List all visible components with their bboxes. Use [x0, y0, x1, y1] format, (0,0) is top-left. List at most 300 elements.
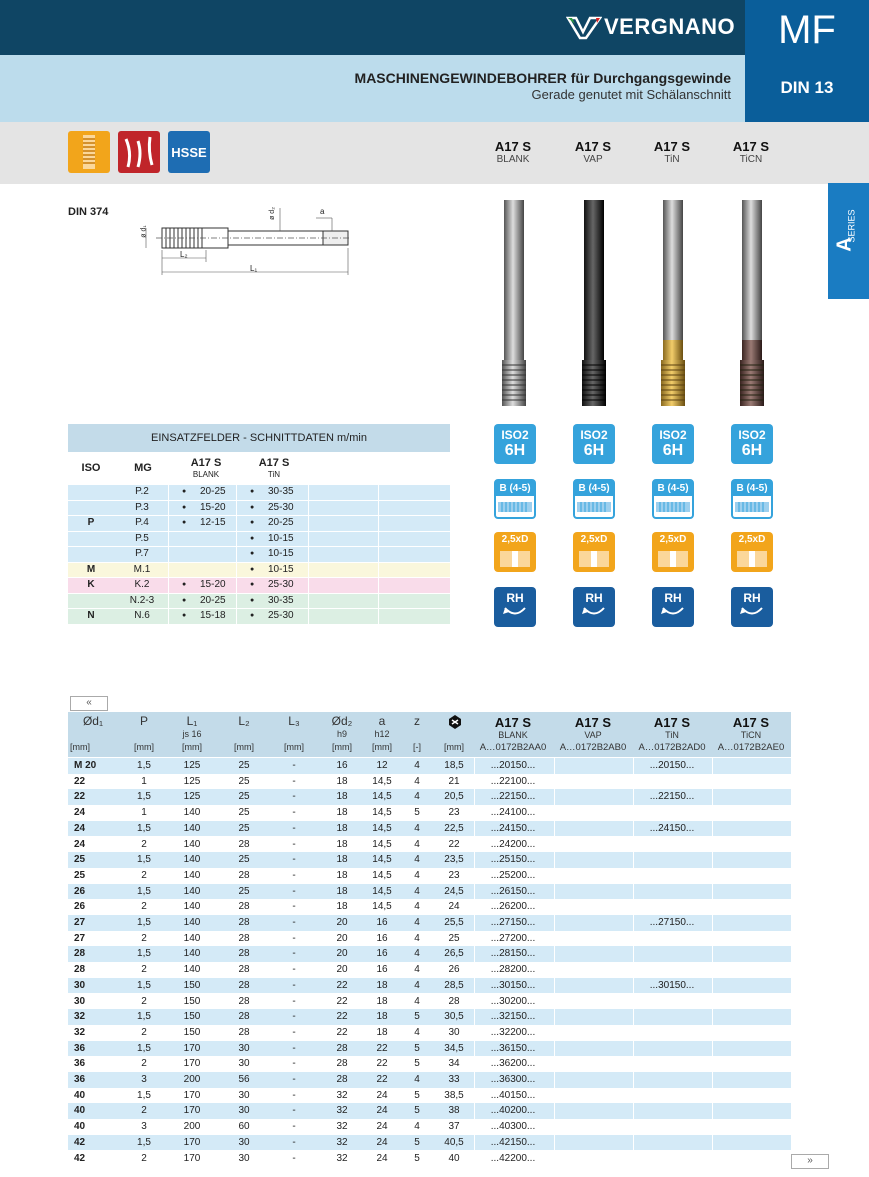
table-cell: 24: [448, 901, 460, 913]
cell-divider: [633, 1072, 634, 1088]
table-row: [68, 1056, 791, 1072]
table-cell: -: [292, 964, 296, 976]
availability-dot: ●: [182, 519, 187, 526]
cutting-speed: 15-18: [200, 610, 226, 621]
column-head-ticn: A17 S TiCN: [732, 139, 770, 165]
cell-divider: [712, 899, 713, 915]
table-cell: 4: [414, 791, 420, 803]
cell-divider: [474, 978, 475, 994]
table-cell: 2: [141, 901, 147, 913]
table-cell: -: [292, 775, 296, 787]
cell-divider: [554, 946, 555, 962]
cell-divider: [474, 805, 475, 821]
cell-divider: [474, 1025, 475, 1041]
table-cell: 1,5: [137, 979, 151, 991]
article-number-cell[interactable]: ...22150...: [649, 791, 695, 803]
table-row: [68, 1009, 791, 1025]
table-row: [68, 837, 791, 853]
article-number-cell[interactable]: ...24100...: [490, 807, 536, 819]
article-number-cell[interactable]: ...30200...: [490, 995, 536, 1007]
table-cell: -: [292, 822, 296, 834]
table-cell: 26: [74, 885, 86, 897]
article-number-cell[interactable]: ...20150...: [649, 760, 695, 771]
table-cell: 30: [74, 979, 86, 991]
article-number-cell[interactable]: ...26150...: [490, 885, 536, 897]
table-cell: 1,5: [137, 854, 151, 866]
cell-divider: [474, 899, 475, 915]
article-number-cell[interactable]: ...27150...: [649, 917, 695, 928]
dim-l1: L₁: [250, 264, 258, 273]
col-vap-sub: VAP: [584, 730, 602, 740]
article-number-cell[interactable]: ...42200...: [490, 1152, 536, 1164]
article-number-cell[interactable]: ...32200...: [490, 1026, 536, 1038]
cell-divider: [474, 994, 475, 1010]
cell-divider: [168, 532, 169, 547]
table-cell: 37: [448, 1121, 460, 1133]
article-number-cell[interactable]: ...28150...: [490, 948, 536, 960]
table-cell: 18: [336, 901, 348, 913]
table-cell: 26: [74, 901, 86, 913]
table-cell: 22: [336, 1026, 348, 1038]
table-row: [68, 962, 791, 978]
thread-chamfer-icon: [498, 498, 532, 516]
cell-divider: [712, 1056, 713, 1072]
cutting-data-header: [68, 452, 450, 484]
header-blank-sub: BLANK: [192, 470, 220, 479]
table-row: [68, 994, 791, 1010]
col-ticn-sub: TiCN: [740, 730, 762, 740]
table-cell: 18: [336, 854, 348, 866]
table-cell: 25: [238, 791, 250, 803]
cutting-speed: 30-35: [268, 486, 294, 497]
table-cell: -: [292, 1105, 296, 1117]
iso-group: K: [87, 579, 95, 590]
col-tin: A17 S: [653, 715, 691, 730]
article-number-cell[interactable]: ...24200...: [490, 838, 536, 850]
cell-divider: [554, 1056, 555, 1072]
depth-label: 2,5xD: [659, 534, 687, 545]
material-group: P.7: [135, 548, 149, 559]
cell-divider: [554, 1041, 555, 1057]
tap-image-tin: [658, 200, 688, 408]
cell-divider: [474, 1088, 475, 1104]
table-cell: 14,5: [372, 901, 392, 913]
table-cell: 16: [376, 932, 388, 944]
table-cell: 28: [238, 964, 250, 976]
table-cell: 32: [336, 1136, 348, 1148]
table-cell: 42: [74, 1136, 86, 1148]
unit-label: [-]: [413, 742, 421, 752]
cell-divider: [712, 1119, 713, 1135]
table-cell: 140: [183, 964, 201, 976]
cell-divider: [554, 837, 555, 853]
table-cell: 5: [414, 1136, 420, 1148]
cell-divider: [712, 852, 713, 868]
article-number-cell[interactable]: ...22150...: [490, 791, 536, 803]
article-number-cell[interactable]: ...40200...: [490, 1105, 536, 1117]
table-cell: 28: [336, 1074, 348, 1085]
table-cell: 28: [238, 917, 250, 928]
cutting-speed: 10-15: [268, 548, 294, 559]
table-row: [68, 821, 791, 837]
col-z: z: [414, 714, 420, 728]
table-cell: 200: [183, 1121, 201, 1133]
material-group: P.5: [135, 532, 149, 544]
cell-divider: [712, 837, 713, 853]
table-cell: -: [292, 760, 296, 771]
table-cell: 22: [74, 775, 86, 787]
cell-divider: [633, 1119, 634, 1135]
cutting-speed: 15-20: [200, 501, 226, 513]
table-cell: 170: [183, 1058, 201, 1070]
cutting-speed: 20-25: [200, 486, 226, 497]
article-number-cell[interactable]: ...36200...: [490, 1058, 536, 1070]
table-cell: 140: [183, 822, 201, 834]
availability-dot: ●: [182, 612, 187, 619]
table-cell: -: [292, 807, 296, 819]
cell-divider: [554, 1072, 555, 1088]
table-cell: 30: [74, 995, 86, 1007]
table-row: [68, 1041, 791, 1057]
cell-divider: [554, 994, 555, 1010]
tap-image-ticn: [737, 200, 767, 408]
article-number-cell[interactable]: ...36150...: [490, 1042, 536, 1054]
table-row: [68, 946, 791, 962]
table-cell: 42: [74, 1152, 86, 1164]
table-row: [68, 789, 791, 805]
table-row: [68, 774, 791, 790]
cell-divider: [712, 884, 713, 900]
table-cell: 40,5: [444, 1136, 464, 1148]
table-cell: 56: [238, 1074, 250, 1085]
table-cell: 1,5: [137, 1089, 151, 1101]
table-cell: 25: [238, 807, 250, 819]
hand-label: RH: [743, 591, 761, 605]
cell-divider: [378, 532, 379, 547]
table-cell: 14,5: [372, 807, 392, 819]
article-number-cell[interactable]: ...40300...: [490, 1121, 536, 1133]
table-cell: 16: [376, 917, 388, 928]
cell-divider: [168, 501, 169, 516]
table-cell: 4: [414, 995, 420, 1007]
cell-divider: [554, 821, 555, 837]
table-cell: 36: [74, 1042, 86, 1054]
cell-divider: [378, 485, 379, 500]
table-cell: 4: [414, 979, 420, 991]
table-cell: 32: [336, 1152, 348, 1164]
table-cell: 25: [448, 932, 460, 944]
header-mg: MG: [134, 462, 152, 474]
rotation-arrow-icon: [659, 605, 687, 619]
table-cell: 38,5: [444, 1089, 464, 1101]
depth-hole-icon: [500, 549, 530, 569]
col-l3: L₃: [288, 714, 300, 728]
table-cell: 18: [336, 869, 348, 881]
cell-divider: [554, 1009, 555, 1025]
table-cell: 18: [336, 807, 348, 819]
cell-divider: [474, 962, 475, 978]
table-cell: 38: [448, 1105, 460, 1117]
table-row: [68, 868, 791, 884]
chamfer-form-badge: [652, 479, 694, 519]
cell-divider: [474, 821, 475, 837]
rotation-arrow-icon: [738, 605, 766, 619]
page-subtitle: Gerade genutet mit Schälanschnitt: [531, 87, 731, 102]
cell-divider: [633, 931, 634, 947]
article-number-cell[interactable]: ...40150...: [490, 1089, 536, 1101]
article-number-cell[interactable]: ...25200...: [490, 869, 536, 881]
depth-label: 2,5xD: [501, 534, 529, 545]
article-number-cell[interactable]: ...36300...: [490, 1074, 536, 1085]
col-l1: L₁: [186, 714, 198, 728]
article-number-cell[interactable]: ...32150...: [490, 1011, 536, 1023]
product-code: MF: [778, 8, 836, 52]
cell-divider: [633, 1009, 634, 1025]
table-cell: 14,5: [372, 775, 392, 787]
next-page-button[interactable]: »: [791, 1154, 829, 1169]
table-cell: 22: [376, 1058, 388, 1070]
col-p: P: [139, 714, 148, 728]
cutting-data-row: [68, 515, 450, 531]
table-row: [68, 852, 791, 868]
cell-divider: [712, 1009, 713, 1025]
table-cell: 28: [238, 1011, 250, 1023]
table-cell: -: [292, 791, 296, 803]
table-row: [68, 1151, 791, 1167]
cell-divider: [712, 1025, 713, 1041]
cutting-speed: 30-35: [268, 594, 294, 606]
table-cell: 18: [376, 995, 388, 1007]
page-title: MASCHINENGEWINDEBOHRER für Durchgangsgewinde: [354, 70, 731, 86]
article-code-prefix: A…0172B2AD0: [638, 742, 706, 753]
cell-divider: [633, 994, 634, 1010]
table-cell: 36: [74, 1058, 86, 1070]
article-number-cell[interactable]: ...28200...: [490, 964, 536, 976]
product-code-box: [745, 0, 869, 122]
cell-divider: [633, 962, 634, 978]
cell-divider: [633, 978, 634, 994]
col-d2: Ød₂: [331, 714, 353, 728]
table-cell: -: [292, 838, 296, 850]
table-row: [68, 1103, 791, 1119]
cell-divider: [712, 1041, 713, 1057]
cell-divider: [554, 1088, 555, 1104]
table-cell: 1,5: [137, 948, 151, 960]
table-cell: 28: [74, 964, 86, 976]
availability-dot: ●: [250, 519, 255, 526]
table-cell: 30: [238, 1042, 250, 1054]
cell-divider: [633, 789, 634, 805]
table-cell: 170: [183, 1152, 201, 1164]
table-cell: -: [292, 1026, 296, 1038]
cell-divider: [236, 516, 237, 531]
availability-dot: ●: [250, 534, 255, 542]
table-cell: 125: [183, 775, 201, 787]
col-vap: A17 S: [574, 715, 612, 730]
table-cell: 2: [141, 869, 147, 881]
cutting-data-row: [68, 593, 450, 609]
table-cell: 140: [183, 917, 201, 928]
cell-divider: [308, 485, 309, 500]
table-cell: 1,5: [137, 1136, 151, 1148]
cell-divider: [474, 1151, 475, 1167]
table-cell: 32: [74, 1011, 86, 1023]
cell-divider: [378, 594, 379, 609]
cutting-data-row: [68, 562, 450, 578]
availability-dot: ●: [182, 581, 187, 588]
table-row: [68, 805, 791, 821]
table-cell: 40: [74, 1089, 86, 1101]
table-cell: 5: [414, 1105, 420, 1117]
table-cell: 170: [183, 1042, 201, 1054]
table-cell: 26,5: [444, 948, 464, 960]
cell-divider: [378, 501, 379, 516]
cell-divider: [633, 1088, 634, 1104]
table-cell: 27: [74, 932, 86, 944]
table-cell: 28: [238, 838, 250, 850]
cutting-data-table: [68, 424, 450, 624]
table-row: [68, 1088, 791, 1104]
cell-divider: [712, 805, 713, 821]
table-cell: 24: [376, 1089, 388, 1101]
cell-divider: [474, 1103, 475, 1119]
cell-divider: [712, 994, 713, 1010]
cell-divider: [168, 547, 169, 562]
table-cell: 33: [448, 1074, 460, 1085]
article-number-cell[interactable]: ...24150...: [649, 822, 695, 834]
cell-divider: [633, 1151, 634, 1167]
table-cell: -: [292, 1089, 296, 1101]
table-cell: 25: [238, 885, 250, 897]
brand-name: VERGNANO: [604, 14, 736, 39]
table-cell: 27: [74, 917, 86, 928]
table-cell: 4: [414, 948, 420, 960]
depth-hole-icon: [658, 549, 688, 569]
cell-divider: [554, 1119, 555, 1135]
material-group: K.2: [134, 579, 150, 590]
table-cell: 20: [336, 932, 348, 944]
table-cell: 30: [238, 1152, 250, 1164]
brand-logo: [566, 12, 741, 42]
table-cell: 125: [183, 760, 201, 771]
table-cell: -: [292, 1121, 296, 1133]
article-number-cell[interactable]: ...22100...: [490, 775, 536, 787]
cell-divider: [554, 1151, 555, 1167]
table-cell: 22: [448, 838, 460, 850]
table-cell: 170: [183, 1089, 201, 1101]
article-number-cell[interactable]: ...30150...: [649, 979, 695, 991]
cell-divider: [308, 547, 309, 562]
article-number-cell[interactable]: ...20150...: [490, 760, 536, 771]
table-cell: 150: [183, 1026, 201, 1038]
tap-image-blank: [499, 200, 529, 408]
cell-divider: [168, 485, 169, 500]
unit-label: [mm]: [444, 742, 464, 752]
table-cell: 140: [183, 854, 201, 866]
article-number-cell[interactable]: ...25150...: [490, 854, 536, 866]
table-cell: 4: [414, 822, 420, 834]
cutting-speed: 20-25: [268, 517, 294, 528]
table-cell: 40: [74, 1105, 86, 1117]
cell-divider: [633, 1135, 634, 1151]
thread-chamfer-icon: [735, 498, 769, 516]
table-cell: 30: [238, 1136, 250, 1148]
table-cell: 32: [336, 1089, 348, 1101]
article-number-cell[interactable]: ...26200...: [490, 901, 536, 913]
table-cell: 30,5: [444, 1011, 464, 1023]
article-number-cell[interactable]: ...24150...: [490, 822, 536, 834]
cutting-speed: 25-30: [268, 501, 294, 513]
table-cell: 150: [183, 979, 201, 991]
tap-image-vap: [579, 200, 609, 408]
col-a: a: [378, 714, 386, 728]
table-cell: 32: [336, 1121, 348, 1133]
cell-divider: [712, 758, 713, 774]
table-cell: -: [292, 869, 296, 881]
availability-dot: ●: [182, 488, 187, 495]
table-cell: 24: [74, 807, 86, 819]
header-iso: ISO: [81, 462, 101, 474]
table-cell: 4: [414, 1026, 420, 1038]
cutting-data-row: [68, 500, 450, 516]
thread-chamfer-icon: [577, 498, 611, 516]
table-cell: 4: [414, 932, 420, 944]
table-cell: 2: [141, 1058, 147, 1070]
table-cell: 25: [238, 854, 250, 866]
table-cell: 4: [414, 838, 420, 850]
table-cell: 1: [141, 807, 147, 819]
table-cell: 14,5: [372, 885, 392, 897]
table-cell: 2: [141, 964, 147, 976]
table-row: [68, 915, 791, 931]
table-cell: 18,5: [444, 760, 464, 771]
table-cell: -: [292, 995, 296, 1007]
iso-group: P: [87, 517, 95, 528]
cell-divider: [236, 501, 237, 516]
cell-divider: [474, 1056, 475, 1072]
cell-divider: [308, 594, 309, 609]
article-number-cell[interactable]: ...27150...: [490, 917, 536, 928]
article-number-cell[interactable]: ...42150...: [490, 1136, 536, 1148]
header-tin-sub: TiN: [267, 470, 281, 479]
table-cell: 125: [183, 791, 201, 803]
table-cell: 16: [376, 948, 388, 960]
table-cell: 18: [376, 979, 388, 991]
table-cell: 140: [183, 807, 201, 819]
table-cell: 28,5: [444, 979, 464, 991]
table-cell: 25,5: [444, 917, 464, 928]
table-cell: -: [292, 1074, 296, 1085]
cell-divider: [712, 946, 713, 962]
cell-divider: [633, 915, 634, 931]
depth-label: 2,5xD: [738, 534, 766, 545]
unit-label: [mm]: [234, 742, 254, 752]
table-cell: 28: [238, 932, 250, 944]
cell-divider: [308, 501, 309, 516]
cutting-data-row: [68, 608, 450, 624]
table-cell: 22,5: [444, 822, 464, 834]
material-group: M.1: [133, 563, 151, 575]
article-number-cell[interactable]: ...30150...: [490, 979, 536, 991]
prev-page-button[interactable]: «: [70, 696, 108, 711]
article-number-cell[interactable]: ...27200...: [490, 932, 536, 944]
table-cell: 24: [376, 1136, 388, 1148]
table-cell: 25: [74, 869, 86, 881]
cutting-speed: 25-30: [268, 579, 294, 590]
cell-divider: [474, 837, 475, 853]
column-head-vap: A17 S VAP: [574, 139, 612, 165]
hand-label: RH: [506, 591, 524, 605]
